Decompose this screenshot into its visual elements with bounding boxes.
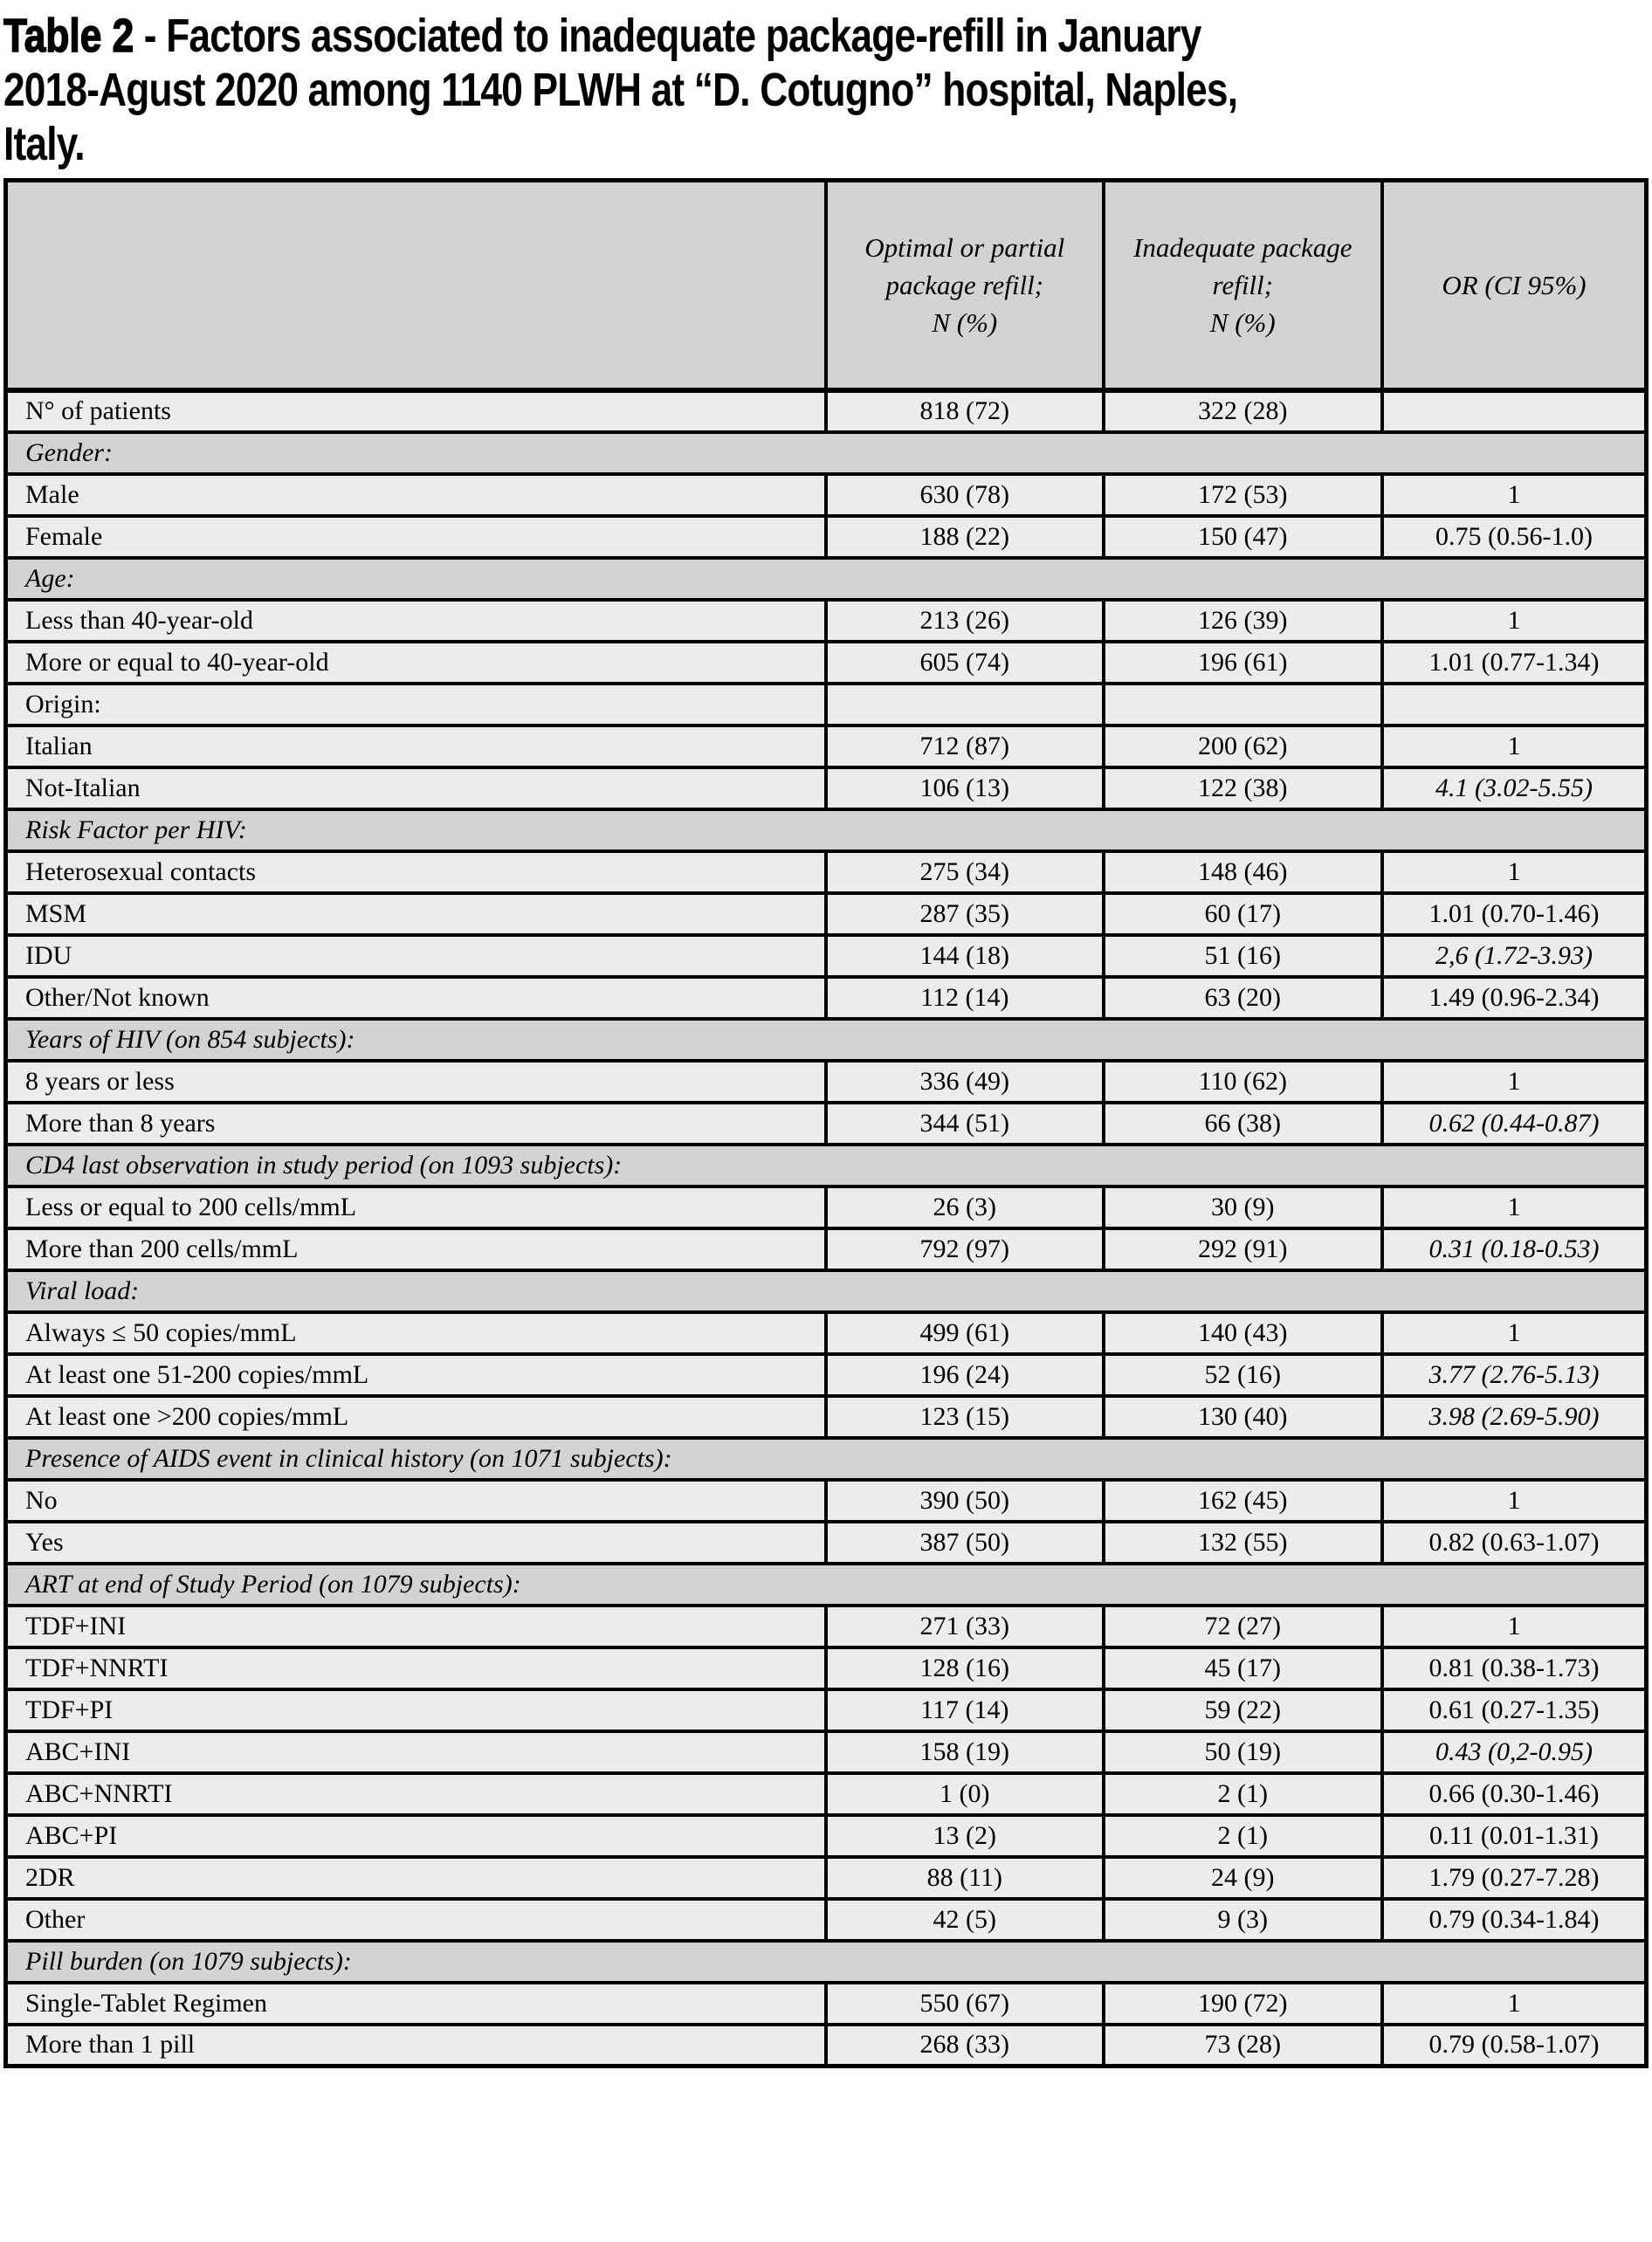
table-row (6, 1731, 1647, 1773)
table-row (6, 1899, 1647, 1941)
inadequate-refill-cell: 73 (28) (1104, 2025, 1382, 2067)
inadequate-refill-cell: 162 (45) (1104, 1480, 1382, 1522)
or-cell: 4.1 (3.02-5.55) (1382, 767, 1647, 809)
section-row (6, 1564, 1647, 1606)
optimal-refill-cell: 144 (18) (826, 935, 1104, 977)
table-row (6, 1354, 1647, 1396)
or-cell: 1 (1382, 1312, 1647, 1354)
or-cell: 0.75 (0.56-1.0) (1382, 516, 1647, 558)
table-row (6, 1103, 1647, 1145)
inadequate-refill-cell: 59 (22) (1104, 1689, 1382, 1731)
inadequate-refill-cell: 9 (3) (1104, 1899, 1382, 1941)
or-cell: 1.79 (0.27-7.28) (1382, 1857, 1647, 1899)
inadequate-refill-cell: 52 (16) (1104, 1354, 1382, 1396)
inadequate-refill-cell: 30 (9) (1104, 1186, 1382, 1228)
header-or (1382, 181, 1647, 390)
row-label-cell: Male (6, 474, 827, 516)
optimal-refill-cell: 268 (33) (826, 2025, 1104, 2067)
table-row (6, 1396, 1647, 1438)
inadequate-refill-cell: 172 (53) (1104, 474, 1382, 516)
row-label-cell: At least one 51-200 copies/mmL (6, 1354, 827, 1396)
optimal-refill-cell: 792 (97) (826, 1228, 1104, 1270)
or-cell: 0.11 (0.01-1.31) (1382, 1815, 1647, 1857)
section-row (6, 809, 1647, 851)
or-cell: 3.77 (2.76-5.13) (1382, 1354, 1647, 1396)
inadequate-refill-cell: 140 (43) (1104, 1312, 1382, 1354)
table-row (6, 684, 1647, 726)
section-row (6, 432, 1647, 474)
inadequate-refill-cell: 292 (91) (1104, 1228, 1382, 1270)
row-label-cell: More than 8 years (6, 1103, 827, 1145)
caption-line-1 (3, 9, 1652, 63)
optimal-refill-cell: 499 (61) (826, 1312, 1104, 1354)
table-row (6, 1857, 1647, 1899)
table-caption (3, 9, 1652, 171)
optimal-refill-cell: 128 (16) (826, 1647, 1104, 1689)
optimal-refill-cell: 117 (14) (826, 1689, 1104, 1731)
inadequate-refill-cell: 45 (17) (1104, 1647, 1382, 1689)
row-label-cell: TDF+INI (6, 1606, 827, 1647)
table-row (6, 851, 1647, 893)
or-cell: 1 (1382, 851, 1647, 893)
table-header (6, 181, 1647, 390)
or-cell: 1 (1382, 1606, 1647, 1647)
caption-line-1-text: - Factors associated to inadequate package-refill in January (134, 10, 1201, 62)
or-cell: 0.31 (0.18-0.53) (1382, 1228, 1647, 1270)
optimal-refill-cell: 123 (15) (826, 1396, 1104, 1438)
caption-line-2: 2018-Agust 2020 among 1140 PLWH at “D. Cotugno” hospital, Naples, (3, 64, 1238, 116)
inadequate-refill-cell: 126 (39) (1104, 600, 1382, 642)
row-label-cell: Single-Tablet Regimen (6, 1983, 827, 2025)
table-row (6, 977, 1647, 1019)
row-label-cell: Origin: (6, 684, 827, 726)
optimal-refill-cell: 1 (0) (826, 1773, 1104, 1815)
or-cell: 0.79 (0.34-1.84) (1382, 1899, 1647, 1941)
optimal-refill-cell: 158 (19) (826, 1731, 1104, 1773)
section-label: CD4 last observation in study period (on 1093 subjects): (6, 1145, 1647, 1186)
table-row (6, 1647, 1647, 1689)
inadequate-refill-cell: 132 (55) (1104, 1522, 1382, 1564)
or-cell: 0.61 (0.27-1.35) (1382, 1689, 1647, 1731)
section-label: Presence of AIDS event in clinical history (on 1071 subjects): (6, 1438, 1647, 1480)
optimal-refill-cell: 390 (50) (826, 1480, 1104, 1522)
caption-table-number: Table 2 (3, 10, 134, 62)
row-label-cell: Italian (6, 726, 827, 767)
or-cell: 1 (1382, 600, 1647, 642)
table-row (6, 1186, 1647, 1228)
section-row (6, 558, 1647, 600)
factors-table (3, 178, 1649, 2068)
or-cell: 1 (1382, 1480, 1647, 1522)
table-row (6, 516, 1647, 558)
inadequate-refill-cell: 148 (46) (1104, 851, 1382, 893)
optimal-refill-cell: 106 (13) (826, 767, 1104, 809)
table-row (6, 474, 1647, 516)
header-optimal-sub: N (%) (932, 306, 998, 338)
section-label: Risk Factor per HIV: (6, 809, 1647, 851)
inadequate-refill-cell: 24 (9) (1104, 1857, 1382, 1899)
table-row (6, 767, 1647, 809)
or-cell: 1 (1382, 474, 1647, 516)
inadequate-refill-cell: 150 (47) (1104, 516, 1382, 558)
row-label-cell: Less or equal to 200 cells/mmL (6, 1186, 827, 1228)
or-cell: 1 (1382, 1186, 1647, 1228)
table-row (6, 1061, 1647, 1103)
optimal-refill-cell: 605 (74) (826, 642, 1104, 684)
or-cell: 1.01 (0.77-1.34) (1382, 642, 1647, 684)
section-row (6, 1438, 1647, 1480)
table-row (6, 2025, 1647, 2067)
section-row (6, 1941, 1647, 1983)
table-row (6, 1312, 1647, 1354)
table-row (6, 390, 1647, 432)
optimal-refill-cell (826, 684, 1104, 726)
optimal-refill-cell: 88 (11) (826, 1857, 1104, 1899)
table-row (6, 1228, 1647, 1270)
section-label: Pill burden (on 1079 subjects): (6, 1941, 1647, 1983)
optimal-refill-cell: 818 (72) (826, 390, 1104, 432)
header-inadequate-sub: N (%) (1209, 306, 1276, 338)
optimal-refill-cell: 196 (24) (826, 1354, 1104, 1396)
section-label: ART at end of Study Period (on 1079 subjects): (6, 1564, 1647, 1606)
optimal-refill-cell: 387 (50) (826, 1522, 1104, 1564)
optimal-refill-cell: 630 (78) (826, 474, 1104, 516)
table-row (6, 1606, 1647, 1647)
inadequate-refill-cell: 66 (38) (1104, 1103, 1382, 1145)
optimal-refill-cell: 550 (67) (826, 1983, 1104, 2025)
table-row (6, 893, 1647, 935)
row-label-cell: IDU (6, 935, 827, 977)
section-row (6, 1270, 1647, 1312)
optimal-refill-cell: 336 (49) (826, 1061, 1104, 1103)
or-cell (1382, 684, 1647, 726)
table-row (6, 1983, 1647, 2025)
section-label: Viral load: (6, 1270, 1647, 1312)
row-label-cell: N° of patients (6, 390, 827, 432)
inadequate-refill-cell: 2 (1) (1104, 1815, 1382, 1857)
table-row (6, 1480, 1647, 1522)
inadequate-refill-cell: 2 (1) (1104, 1773, 1382, 1815)
or-cell: 0.81 (0.38-1.73) (1382, 1647, 1647, 1689)
row-label-cell: Always ≤ 50 copies/mmL (6, 1312, 827, 1354)
or-cell (1382, 390, 1647, 432)
row-label-cell: Less than 40-year-old (6, 600, 827, 642)
header-or-title: OR (CI 95%) (1442, 269, 1587, 300)
row-label-cell: 2DR (6, 1857, 827, 1899)
row-label-cell: ABC+INI (6, 1731, 827, 1773)
row-label-cell: More than 200 cells/mmL (6, 1228, 827, 1270)
inadequate-refill-cell: 110 (62) (1104, 1061, 1382, 1103)
row-label-cell: TDF+PI (6, 1689, 827, 1731)
or-cell: 1 (1382, 1061, 1647, 1103)
or-cell: 0.79 (0.58-1.07) (1382, 2025, 1647, 2067)
caption-line-3: Italy. (3, 118, 85, 170)
header-empty-cell (6, 181, 827, 390)
row-label-cell: At least one >200 copies/mmL (6, 1396, 827, 1438)
table-row (6, 642, 1647, 684)
or-cell: 1 (1382, 726, 1647, 767)
inadequate-refill-cell: 200 (62) (1104, 726, 1382, 767)
header-optimal-refill (826, 181, 1104, 390)
row-label-cell: Female (6, 516, 827, 558)
inadequate-refill-cell: 72 (27) (1104, 1606, 1382, 1647)
row-label-cell: No (6, 1480, 827, 1522)
or-cell: 0.66 (0.30-1.46) (1382, 1773, 1647, 1815)
section-row (6, 1019, 1647, 1061)
inadequate-refill-cell: 196 (61) (1104, 642, 1382, 684)
inadequate-refill-cell: 63 (20) (1104, 977, 1382, 1019)
inadequate-refill-cell: 51 (16) (1104, 935, 1382, 977)
optimal-refill-cell: 344 (51) (826, 1103, 1104, 1145)
row-label-cell: 8 years or less (6, 1061, 827, 1103)
table-body (6, 390, 1647, 2067)
table-row (6, 1773, 1647, 1815)
table-row (6, 1522, 1647, 1564)
row-label-cell: More than 1 pill (6, 2025, 827, 2067)
section-row (6, 1145, 1647, 1186)
row-label-cell: ABC+NNRTI (6, 1773, 827, 1815)
row-label-cell: MSM (6, 893, 827, 935)
row-label-cell: Not-Italian (6, 767, 827, 809)
optimal-refill-cell: 213 (26) (826, 600, 1104, 642)
or-cell: 1.01 (0.70-1.46) (1382, 893, 1647, 935)
optimal-refill-cell: 188 (22) (826, 516, 1104, 558)
optimal-refill-cell: 13 (2) (826, 1815, 1104, 1857)
row-label-cell: Heterosexual contacts (6, 851, 827, 893)
or-cell: 0.43 (0,2-0.95) (1382, 1731, 1647, 1773)
optimal-refill-cell: 712 (87) (826, 726, 1104, 767)
or-cell: 0.62 (0.44-0.87) (1382, 1103, 1647, 1145)
optimal-refill-cell: 275 (34) (826, 851, 1104, 893)
row-label-cell: Yes (6, 1522, 827, 1564)
header-row (6, 181, 1647, 390)
optimal-refill-cell: 287 (35) (826, 893, 1104, 935)
or-cell: 2,6 (1.72-3.93) (1382, 935, 1647, 977)
inadequate-refill-cell: 130 (40) (1104, 1396, 1382, 1438)
inadequate-refill-cell: 322 (28) (1104, 390, 1382, 432)
header-optimal-title: Optimal or partial package refill; (864, 231, 1065, 300)
or-cell: 0.82 (0.63-1.07) (1382, 1522, 1647, 1564)
row-label-cell: More or equal to 40-year-old (6, 642, 827, 684)
row-label-cell: ABC+PI (6, 1815, 827, 1857)
or-cell: 1.49 (0.96-2.34) (1382, 977, 1647, 1019)
optimal-refill-cell: 42 (5) (826, 1899, 1104, 1941)
optimal-refill-cell: 271 (33) (826, 1606, 1104, 1647)
optimal-refill-cell: 112 (14) (826, 977, 1104, 1019)
row-label-cell: Other (6, 1899, 827, 1941)
header-inadequate-refill (1104, 181, 1382, 390)
inadequate-refill-cell: 60 (17) (1104, 893, 1382, 935)
inadequate-refill-cell: 50 (19) (1104, 1731, 1382, 1773)
table-row (6, 1815, 1647, 1857)
table-row (6, 600, 1647, 642)
row-label-cell: TDF+NNRTI (6, 1647, 827, 1689)
table-row (6, 935, 1647, 977)
header-inadequate-title: Inadequate package refill; (1133, 231, 1353, 300)
optimal-refill-cell: 26 (3) (826, 1186, 1104, 1228)
row-label-cell: Other/Not known (6, 977, 827, 1019)
inadequate-refill-cell: 190 (72) (1104, 1983, 1382, 2025)
section-label: Age: (6, 558, 1647, 600)
section-label: Gender: (6, 432, 1647, 474)
table-row (6, 1689, 1647, 1731)
or-cell: 1 (1382, 1983, 1647, 2025)
section-label: Years of HIV (on 854 subjects): (6, 1019, 1647, 1061)
table-row (6, 726, 1647, 767)
inadequate-refill-cell (1104, 684, 1382, 726)
inadequate-refill-cell: 122 (38) (1104, 767, 1382, 809)
or-cell: 3.98 (2.69-5.90) (1382, 1396, 1647, 1438)
